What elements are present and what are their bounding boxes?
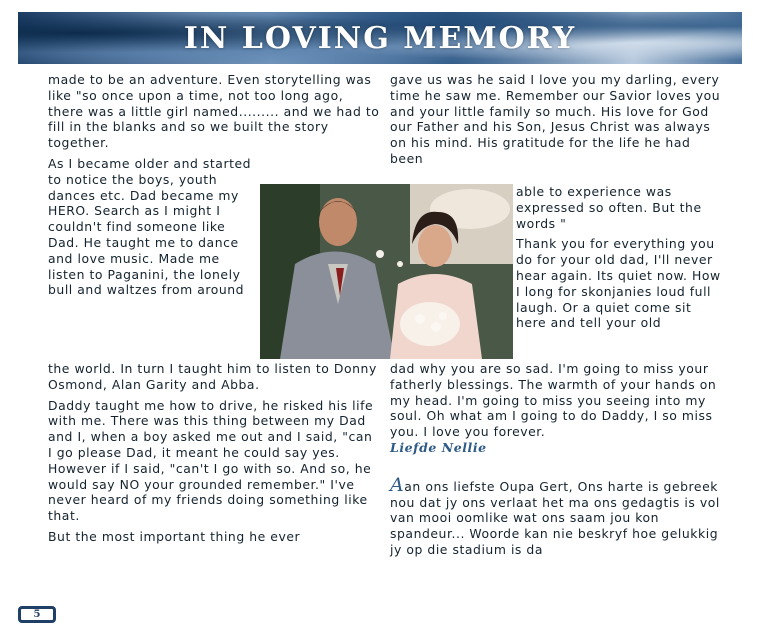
page-header-banner [18,12,742,64]
right-column-lower [390,361,722,558]
paragraph-wrapped-start: As I became older and started to notice the boys, youth dances etc. Dad became my HERO. Search as I might I couldn't find someone like Dad. He taught me to dance and love music. Made me listen to Paganini, the lonely bull and waltzes from around [48,155,252,298]
paragraph-continued: the world. In turn I taught him to listen to Donny Osmond, Alan Garity and Abba. [48,361,377,392]
paragraph: gave us was he said I love you my darling, every time he saw me. Remember our Savior loves you and your little family so much. His love for God our Father and his Son, Jesus Christ was always on his mind. His gratitude for the life he had been [390,72,721,166]
signature-text: Liefde Nellie [390,439,487,455]
couple-photo [260,184,513,359]
couple-photo-image [260,184,513,359]
paragraph-wrapped: able to experience was expressed so often. But the words " [516,184,702,231]
paragraph-wrapped: Thank you for everything you do for your old dad, I'll never hear again. Its quiet now. How I long for skonjanies loud full laugh. Or a quiet come sit here and tell your old [516,236,721,331]
right-column-top [390,72,722,167]
page-title: IN LOVING MEMORY [183,21,577,56]
left-column-lower [48,361,380,550]
afrikaans-paragraph [390,473,722,558]
page-number: 5 [18,606,56,623]
paragraph: Daddy taught me how to drive, he risked his life with me. There was this thing between my Dad and I, when a boy asked me out and I said, "can I go please Dad, it meant he could say yes. However if I said, "can't I go with so. And so, he would say NO your grounded remember." I've never heard of my friends doing something like that. [48,397,374,524]
drop-cap: A [390,473,405,496]
afrikaans-text: an ons liefste Oupa Gert, Ons harte is gebreek nou dat jy ons verlaat het ma ons gedagtis is vol van mooi oomlike wat ons saam jou kon spandeur... Woorde kan nie beskryf hoe gelukkig jy op die stadium is da [390,478,720,557]
paragraph-continued: dad why you are so sad. I'm going to miss your fatherly blessings. The warmth of your hands on my head. I'm going to miss you seeing into my soul. Oh what am I going to do Daddy, I so miss you. I love you forever. [390,361,717,440]
paragraph: But the most important thing he ever [48,528,301,544]
paragraph: made to be an adventure. Even storytelling was like "so once upon a time, not too long ago, there was a little girl named......... and we had to fill in the blanks and so we built the story together. [48,72,380,151]
right-column-wrapped [516,184,722,331]
